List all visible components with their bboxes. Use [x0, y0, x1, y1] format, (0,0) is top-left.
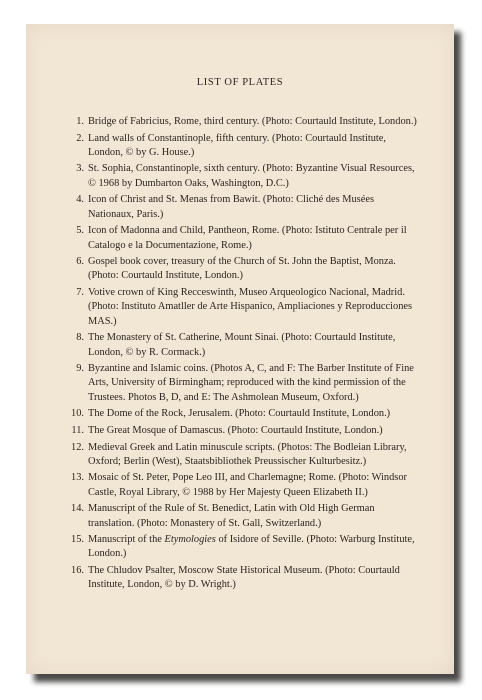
- plate-caption: Gospel book cover, treasury of the Church of St. John the Baptist, Monza. (Photo: Courtauld Institute, London.): [88, 256, 396, 282]
- plate-caption: The Dome of the Rock, Jerusalem. (Photo: Courtauld Institute, London.): [88, 408, 391, 420]
- plate-number: 13.: [71, 472, 84, 484]
- list-item: [71, 407, 418, 421]
- plate-number: 8.: [76, 332, 84, 344]
- list-item: [71, 471, 418, 500]
- plate-caption: Mosaic of St. Peter, Pope Leo III, and Charlemagne; Rome. (Photo: Windsor Castle, Royal Library, © 1988 by Her Majesty Queen Elizabeth II.): [88, 472, 408, 498]
- plate-caption: Medieval Greek and Latin minuscule scripts. (Photos: The Bodleian Library, Oxford; Berlin (West), Staatsbibliothek Preussischer Kulturbesitz.): [88, 441, 407, 467]
- list-item: [74, 331, 418, 360]
- list-item: [71, 424, 418, 438]
- list-item: [74, 224, 418, 253]
- plate-caption: Manuscript of the Rule of St. Benedict, Latin with Old High German translation. (Photo: Monastery of St. Gall, Switzerland.): [88, 503, 375, 529]
- list-item: [74, 193, 418, 222]
- plate-caption: The Great Mosque of Damascus. (Photo: Courtauld Institute, London.): [88, 424, 383, 436]
- list-item: [71, 533, 418, 562]
- plate-caption: The Monastery of St. Catherine, Mount Sinai. (Photo: Courtauld Institute, London, © by R. Cormack.): [88, 332, 396, 358]
- plate-number: 11.: [71, 424, 84, 436]
- plate-number: 6.: [76, 256, 84, 268]
- plate-number: 1.: [76, 116, 84, 127]
- plate-number: 4.: [76, 194, 84, 206]
- list-item: [71, 441, 418, 470]
- plate-caption: [88, 533, 418, 562]
- plate-number: 7.: [76, 287, 84, 299]
- list-item: [74, 162, 418, 191]
- plate-number: 12.: [71, 441, 84, 453]
- list-item: [74, 115, 418, 129]
- list-item: [74, 362, 418, 405]
- plate-number: 15.: [71, 534, 84, 546]
- plate-caption: Bridge of Fabricius, Rome, third century. (Photo: Courtauld Institute, London.): [88, 116, 417, 127]
- plate-number: 5.: [76, 225, 84, 237]
- plate-number: 16.: [71, 565, 84, 577]
- list-item: [71, 502, 418, 531]
- plate-number: 10.: [71, 408, 84, 420]
- plate-number: 9.: [76, 363, 84, 375]
- plate-caption: St. Sophia, Constantinople, sixth century. (Photo: Byzantine Visual Resources, © 1968 by Dumbarton Oaks, Washington, D.C.): [88, 163, 415, 189]
- plate-caption: Icon of Madonna and Child, Pantheon, Rome. (Photo: Istituto Centrale per il Catalogo e la Documentazione, Rome.): [88, 225, 407, 251]
- plate-caption: Votive crown of King Recceswinth, Museo Arqueologico Nacional, Madrid. (Photo: Instituto Amatller de Arte Hispanico, Ampliaciones y Reproducciones MAS.): [88, 287, 413, 327]
- list-item: [71, 564, 418, 593]
- plate-number: 14.: [71, 503, 84, 515]
- list-item: [74, 132, 418, 161]
- book-page: [26, 24, 454, 674]
- caption-suffix: of Isidore of Seville. (Photo: Warburg Institute, London.): [88, 534, 415, 560]
- list-item: [74, 255, 418, 284]
- plate-caption: The Chludov Psalter, Moscow State Historical Museum. (Photo: Courtauld Institute, London, © by D. Wright.): [88, 565, 400, 591]
- plates-list: [71, 115, 418, 595]
- list-item: [74, 286, 418, 329]
- caption-prefix: Manuscript of the: [88, 534, 165, 546]
- plate-number: 3.: [76, 163, 84, 175]
- caption-italic-title: Etymologies: [164, 534, 216, 546]
- plate-number: 2.: [76, 132, 84, 144]
- plate-caption: Byzantine and Islamic coins. (Photos A, C, and F: The Barber Institute of Fine Arts, University of Birmingham; reproduced with the kind permission of the Trustees. Photos B, D, and E: The Ashmolean Museum, Oxford.): [88, 363, 414, 403]
- plate-caption: Icon of Christ and St. Menas from Bawit. (Photo: Cliché des Musées Nationaux, Paris.): [88, 194, 374, 220]
- plate-caption: Land walls of Constantinople, fifth century. (Photo: Courtauld Institute, London, © by G. House.): [88, 132, 387, 158]
- page-title: LIST OF PLATES: [196, 77, 284, 88]
